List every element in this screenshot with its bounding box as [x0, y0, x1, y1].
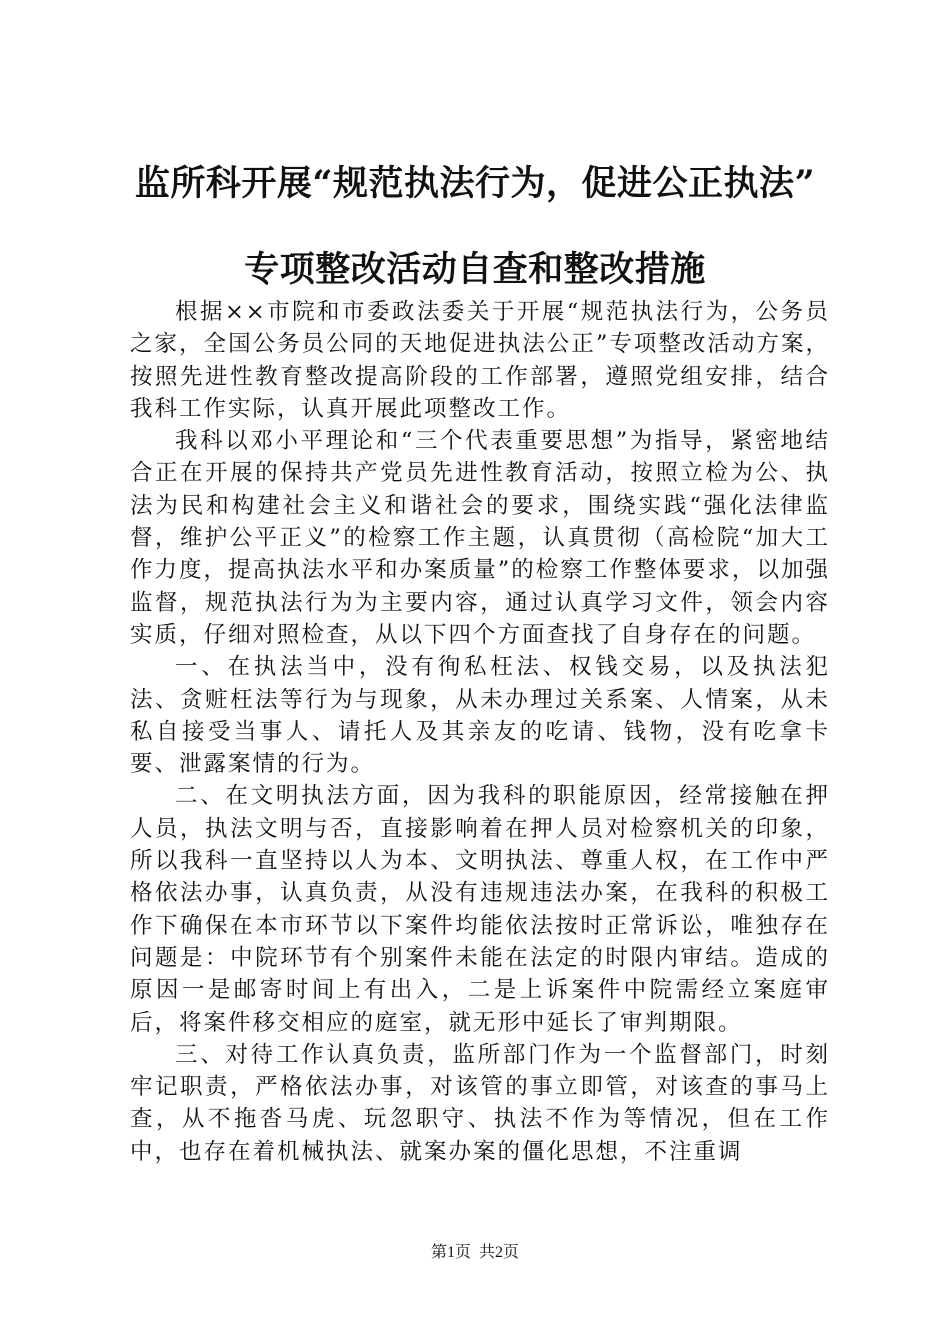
paragraph-section-2: 二、在文明执法方面，因为我科的职能原因，经常接触在押人员，执法文明与否，直接影响着在押人员对检察机关的印象，所以我科一直坚持以人为本、文明执法、尊重人权，在工作中严格依法办事，认真负责，从没有违规违法办案，在我科的积极工作下确保在本市环节以下案件均能依法按时正常诉讼，唯独存在问题是：中院环节有个别案件未能在法定的时限内审结。造成的原因一是邮寄时间上有出入，二是上诉案件中院需经立案庭审后，将案件移交相应的庭室，就无形中延长了审判期限。	[130, 783, 830, 1036]
paragraph-guidance: 我科以邓小平理论和“三个代表重要思想”为指导，紧密地结合正在开展的保持共产党员先进性教育活动，按照立检为公、执法为民和构建社会主义和谐社会的要求，围绕实践“强化法律监督，维护公平正义”的检察工作主题，认真贯彻（高检院“加大工作力度，提高执法水平和办案质量”的检察工作整体要求，以加强监督，规范执法行为为主要内容，通过认真学习文件，领会内容实质，仔细对照检查，从以下四个方面查找了自身存在的问题。	[130, 428, 830, 648]
document-title-line-2: 专项整改活动自查和整改措施	[244, 249, 706, 290]
paragraph-section-1: 一、在执法当中，没有徇私枉法、权钱交易，以及执法犯法、贪赃枉法等行为与现象，从未办理过关系案、人情案，从未私自接受当事人、请托人及其亲友的吃请、钱物，没有吃拿卡要、泄露案情的行为。	[130, 654, 830, 778]
document-title-line-1: 监所科开展“规范执法行为，促进公正执法”	[134, 163, 816, 204]
page-footer: 第1页 共2页	[430, 1244, 519, 1261]
document-body	[130, 296, 830, 1168]
paragraph-section-3: 三、对待工作认真负责，监所部门作为一个监督部门，时刻牢记职责，严格依法办事，对该管的事立即管，对该查的事马上查，从不拖沓马虎、玩忽职守、执法不作为等情况，但在工作中，也存在着机械执法、就案办案的僵化思想，不注重调	[130, 1041, 830, 1165]
paragraph-intro: 根据××市院和市委政法委关于开展“规范执法行为，公务员之家，全国公务员公同的天地促进执法公正”专项整改活动方案，按照先进性教育整改提高阶段的工作部署，遵照党组安排，结合我科工作实际，认真开展此项整改工作。	[130, 299, 830, 422]
